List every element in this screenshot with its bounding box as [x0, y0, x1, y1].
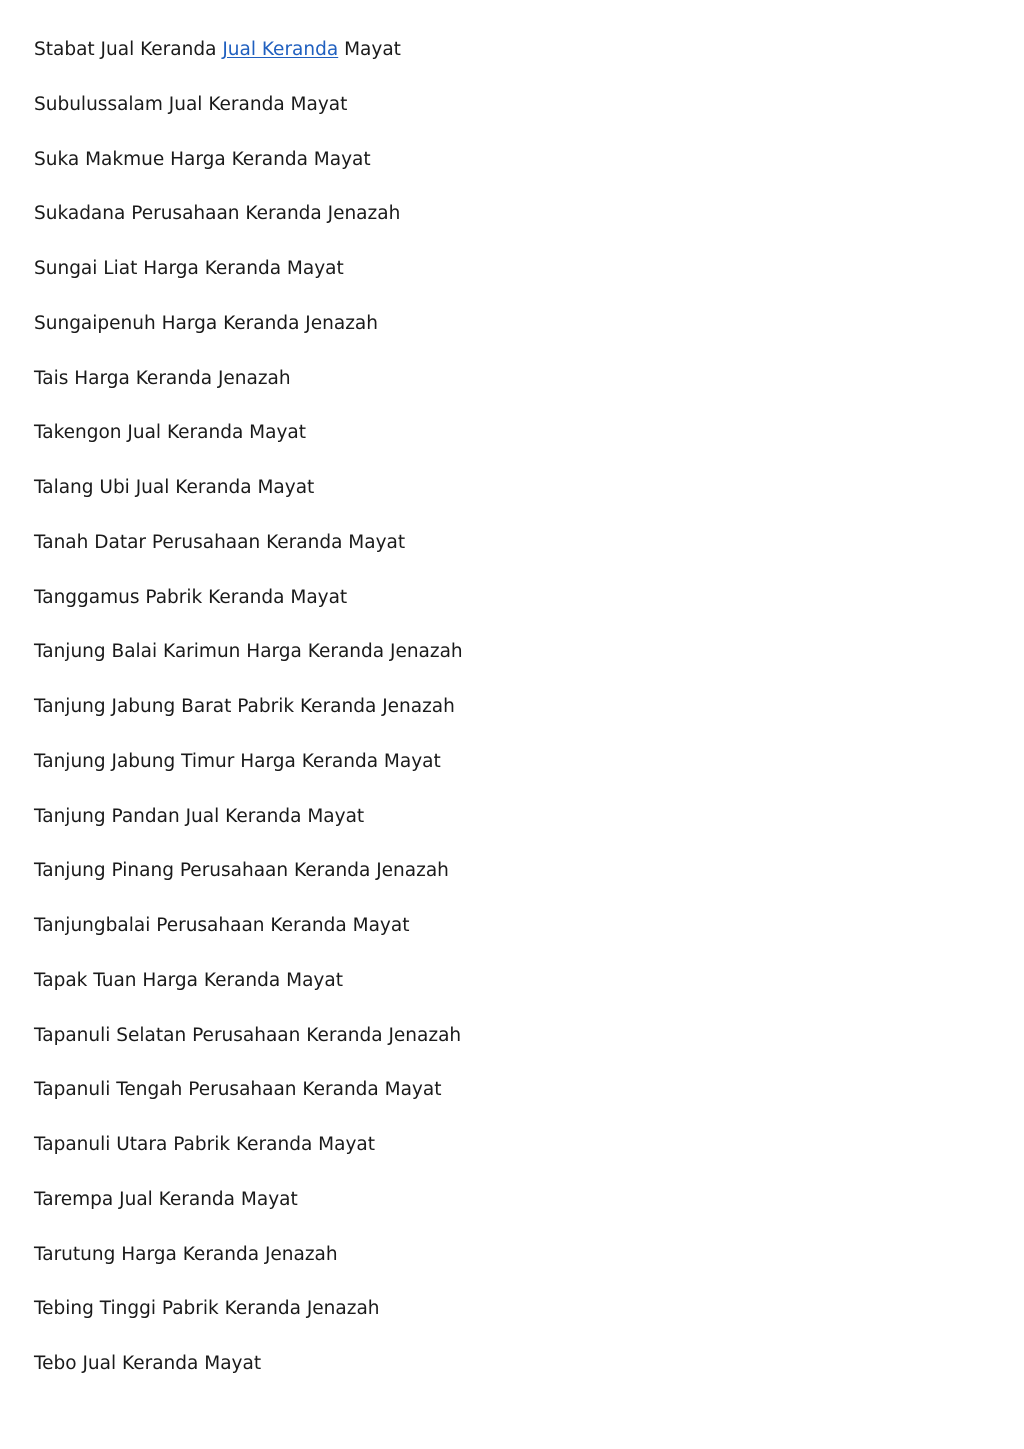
- list-item: Tanah Datar Perusahaan Keranda Mayat: [34, 531, 406, 553]
- list-item: Tebing Tinggi Pabrik Keranda Jenazah: [34, 1298, 380, 1320]
- list-item: Tapak Tuan Harga Keranda Mayat: [34, 969, 343, 991]
- list-item: Tanjung Pandan Jual Keranda Mayat: [34, 805, 365, 827]
- list-item: Tanjungbalai Perusahaan Keranda Mayat: [34, 915, 410, 936]
- list-item: Takengon Jual Keranda Mayat: [34, 422, 306, 444]
- list-item: Tais Harga Keranda Jenazah: [34, 367, 291, 389]
- list-item: Subulussalam Jual Keranda Mayat: [34, 93, 348, 115]
- list-item: Tarutung Harga Keranda Jenazah: [34, 1243, 338, 1265]
- list-item: Suka Makmue Harga Keranda Mayat: [34, 148, 371, 170]
- list-item: [34, 36, 463, 91]
- list-item: Tapanuli Selatan Perusahaan Keranda Jenazah: [34, 1024, 462, 1046]
- line-text-before-link: Stabat Jual Keranda: [34, 39, 223, 60]
- list-item: Tanjung Pinang Perusahaan Keranda Jenazah: [34, 860, 449, 882]
- line-text-after-link: Mayat: [338, 39, 401, 60]
- list-item: Tanjung Jabung Barat Pabrik Keranda Jenazah: [34, 696, 455, 717]
- list-item: Tebo Jual Keranda Mayat: [34, 1353, 262, 1374]
- list-item: Sungai Liat Harga Keranda Mayat: [34, 258, 344, 279]
- keyword-list: [34, 36, 463, 1405]
- list-item: Tanjung Jabung Timur Harga Keranda Mayat: [34, 750, 441, 772]
- list-item: Tanggamus Pabrik Keranda Mayat: [34, 586, 348, 608]
- list-item: Tapanuli Tengah Perusahaan Keranda Mayat: [34, 1079, 442, 1101]
- list-item: Tanjung Balai Karimun Harga Keranda Jenazah: [34, 641, 463, 663]
- list-item: Talang Ubi Jual Keranda Mayat: [34, 477, 315, 498]
- jual-keranda-link[interactable]: Jual Keranda: [222, 39, 339, 60]
- list-item: Tapanuli Utara Pabrik Keranda Mayat: [34, 1134, 376, 1155]
- list-item: Tarempa Jual Keranda Mayat: [34, 1188, 298, 1210]
- list-item: Sungaipenuh Harga Keranda Jenazah: [34, 312, 378, 334]
- list-item: Sukadana Perusahaan Keranda Jenazah: [34, 203, 401, 225]
